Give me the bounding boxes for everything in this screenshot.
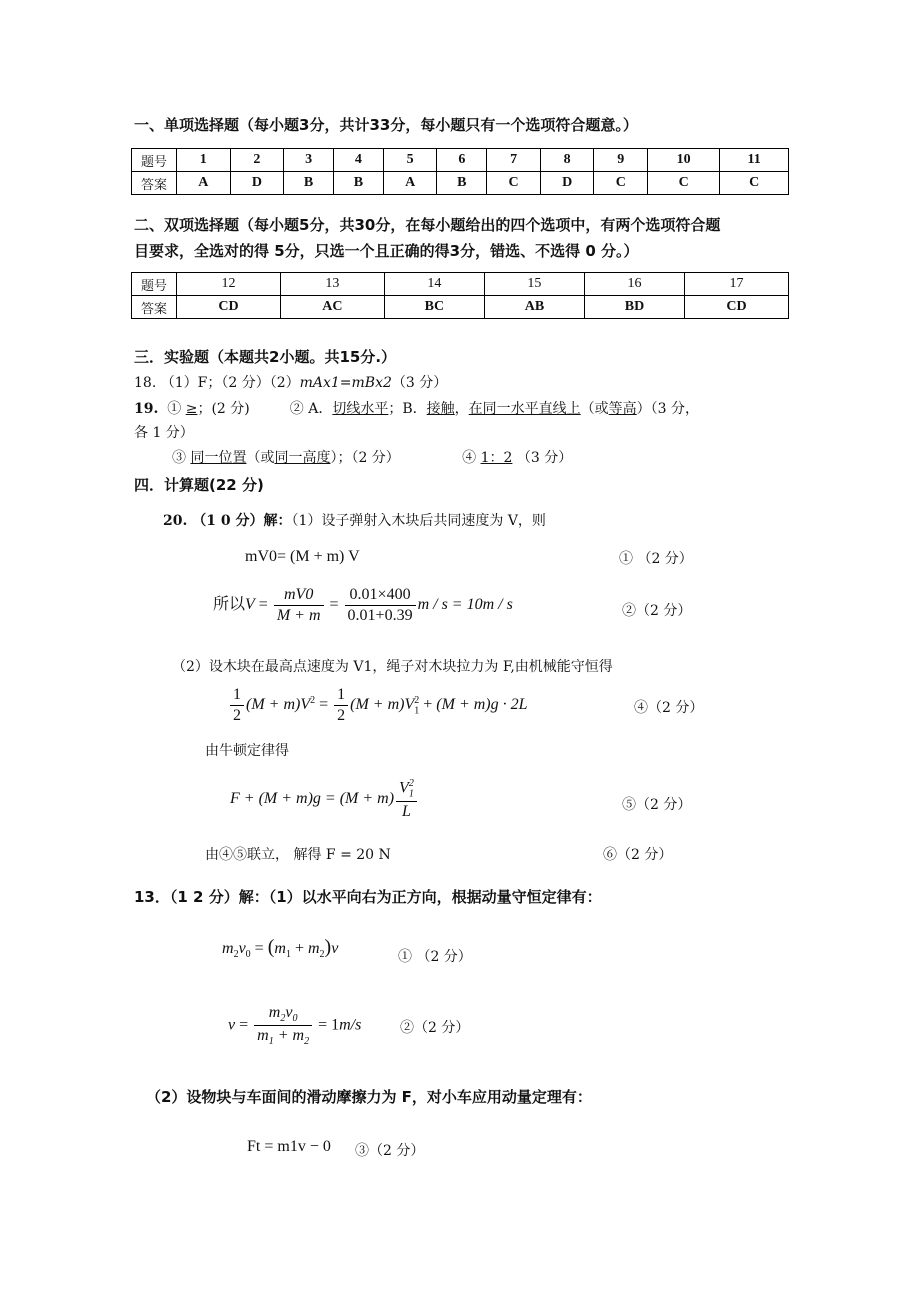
table-cell: CD bbox=[685, 296, 789, 319]
table-cell: 10 bbox=[648, 149, 720, 172]
table-cell: BC bbox=[384, 296, 484, 319]
q19-text: ；(2 分) bbox=[197, 401, 250, 417]
q18-line bbox=[134, 372, 447, 392]
row-label: 题号 bbox=[132, 149, 177, 172]
table-cell: 8 bbox=[540, 149, 594, 172]
q20-eq5: F + (M + m)g = (M + m) $\frac{V_1^2}{L}$ bbox=[230, 778, 419, 821]
q20-eq4-mark: ④（2 分） bbox=[634, 700, 704, 716]
q19-line1 bbox=[134, 398, 699, 418]
q13-intro: 13．（1 2 分）解：（1）以水平向右为正方向，根据动量守恒定律有： bbox=[134, 888, 602, 906]
circled-1: ① bbox=[167, 401, 182, 417]
table-cell: 4 bbox=[334, 149, 384, 172]
q20-eq4: $\frac{1}{2}$ $(M + m)V^2$ = $\frac{1}{2}$ $(M + m)V_1^2 + (M + m)g \cdot 2L$ bbox=[228, 686, 528, 725]
table-cell: 13 bbox=[280, 273, 384, 296]
q19-text: ）（3 分， bbox=[636, 401, 700, 417]
table-cell: B bbox=[334, 172, 384, 195]
table-cell: 12 bbox=[177, 273, 281, 296]
q19-text: （或 bbox=[246, 450, 275, 466]
answer-text: 接触 bbox=[426, 401, 455, 417]
section2-heading-line2: 目要求，全选对的得 5分，只选一个且正确的得3分，错选、不选得 0 分。） bbox=[134, 242, 639, 260]
q20-solve-mark: ⑥（2 分） bbox=[603, 847, 673, 863]
table-cell: 6 bbox=[437, 149, 487, 172]
table-cell: 11 bbox=[720, 149, 789, 172]
table-cell: C bbox=[487, 172, 541, 195]
q13-eq2-mark: ②（2 分） bbox=[400, 1020, 470, 1036]
table-cell: 16 bbox=[584, 273, 684, 296]
q19-text: A． bbox=[308, 401, 333, 417]
table-cell: A bbox=[177, 172, 231, 195]
q18-part1: （1）F；（2 分）（2） bbox=[160, 375, 300, 391]
q20-solve: 由④⑤联立， 解得 F = 20 N bbox=[205, 847, 391, 863]
q20-eq2: 所以V = $\frac{mV0}{M + m}$ = $\frac{0.01\times 400}{0.01+0.39}$ m / s = 10m / s bbox=[213, 586, 513, 624]
circled-3: ③ bbox=[172, 450, 186, 466]
answer-text: 等高 bbox=[608, 401, 637, 417]
answer-text: 切线水平 bbox=[332, 401, 389, 417]
table-cell: 9 bbox=[594, 149, 648, 172]
section4-heading: 四．计算题(22 分) bbox=[134, 476, 264, 494]
q13-eq1-mark: ① （2 分） bbox=[398, 949, 472, 965]
eq-tail: m / s = 10m / s bbox=[417, 596, 513, 614]
double-choice-table bbox=[131, 272, 789, 319]
q13-eq3-mark: ③（2 分） bbox=[355, 1143, 425, 1159]
q13-eq2: v = $\frac{m_2v_0}{m_1 + m_2}$ = 1m/s bbox=[228, 1004, 362, 1048]
table-cell: 2 bbox=[230, 149, 284, 172]
q20-eq2-mark: ②（2 分） bbox=[622, 603, 692, 619]
q20-label: 20. （1 0 分）解： bbox=[163, 513, 292, 529]
table-cell: BD bbox=[584, 296, 684, 319]
table-cell: 3 bbox=[284, 149, 334, 172]
q20-intro-text: （1）设子弹射入木块后共同速度为 V，则 bbox=[291, 513, 546, 529]
q19-line2: 各 1 分） bbox=[134, 425, 194, 441]
q19-text: ， bbox=[454, 401, 469, 417]
q18-part2: （3 分） bbox=[391, 375, 448, 391]
fraction bbox=[274, 586, 324, 625]
fraction bbox=[345, 586, 416, 625]
q18-equation: mAx1=mBx2 bbox=[299, 375, 392, 391]
table-cell: 14 bbox=[384, 273, 484, 296]
table-cell: 7 bbox=[487, 149, 541, 172]
eq-prefix: 所以 bbox=[213, 596, 246, 614]
q20-eq1: mV0= (M + m) V bbox=[245, 548, 360, 565]
q13-eq1: $m_2v_0 = (m_1 + m_2)v$ bbox=[222, 936, 339, 961]
q19-text: （或 bbox=[580, 401, 609, 417]
q13-eq3: Ft = m1v − 0 bbox=[247, 1138, 331, 1155]
section2-heading-line1: 二、双项选择题（每小题5分，共30分，在每小题给出的四个选项中，有两个选项符合题 bbox=[134, 216, 721, 234]
table-cell: C bbox=[720, 172, 789, 195]
circled-2: ② bbox=[289, 401, 304, 417]
answer-ratio: 1：2 bbox=[480, 450, 513, 466]
table-cell: AB bbox=[484, 296, 584, 319]
q18-number: 18. bbox=[134, 375, 157, 391]
fraction-denominator: 0.01+0.39 bbox=[347, 607, 413, 624]
section1-heading: 一、单项选择题（每小题3分，共计33分，每小题只有一个选项符合题意。） bbox=[134, 116, 638, 134]
answer-text: 在同一水平直线上 bbox=[468, 401, 581, 417]
table-cell: D bbox=[540, 172, 594, 195]
q20-intro bbox=[163, 510, 546, 530]
table-cell: D bbox=[230, 172, 284, 195]
table-cell: C bbox=[594, 172, 648, 195]
circled-4: ④ bbox=[462, 450, 477, 466]
table-cell: CD bbox=[177, 296, 281, 319]
q19-text: ）；（2 分） bbox=[330, 450, 400, 466]
table-cell: A bbox=[383, 172, 437, 195]
answer-ge: ≥ bbox=[185, 401, 198, 417]
q19-text: ；B． bbox=[388, 401, 427, 417]
q20-part2: （2）设木块在最高点速度为 V1，绳子对木块拉力为 F,由机械能守恒得 bbox=[172, 659, 613, 675]
table-cell: AC bbox=[280, 296, 384, 319]
q13-part2: （2）设物块与车面间的滑动摩擦力为 F，对小车应用动量定理有： bbox=[146, 1088, 592, 1106]
answer-text: 同一高度 bbox=[274, 450, 331, 466]
q20-eq5-mark: ⑤（2 分） bbox=[622, 797, 692, 813]
row-label: 答案 bbox=[132, 296, 177, 319]
row-label: 答案 bbox=[132, 172, 177, 195]
single-choice-table bbox=[131, 148, 789, 195]
fraction-denominator: M + m bbox=[276, 607, 321, 624]
answer-text: 同一位置 bbox=[190, 450, 247, 466]
fraction-numerator: mV0 bbox=[274, 586, 324, 606]
q20-newton: 由牛顿定律得 bbox=[205, 743, 289, 759]
table-cell: B bbox=[284, 172, 334, 195]
q20-eq1-mark: ① （2 分） bbox=[619, 551, 693, 567]
table-cell: C bbox=[648, 172, 720, 195]
table-cell: 1 bbox=[177, 149, 231, 172]
row-label: 题号 bbox=[132, 273, 177, 296]
table-cell: B bbox=[437, 172, 487, 195]
section3-heading: 三．实验题（本题共2小题。共15分.） bbox=[134, 348, 397, 366]
q19-line3 bbox=[172, 447, 572, 467]
q19-text: （3 分） bbox=[516, 450, 573, 466]
table-cell: 5 bbox=[383, 149, 437, 172]
table-cell: 17 bbox=[685, 273, 789, 296]
table-cell: 15 bbox=[484, 273, 584, 296]
fraction-numerator: 0.01×400 bbox=[345, 586, 416, 606]
q19-number: 19. bbox=[134, 401, 159, 417]
